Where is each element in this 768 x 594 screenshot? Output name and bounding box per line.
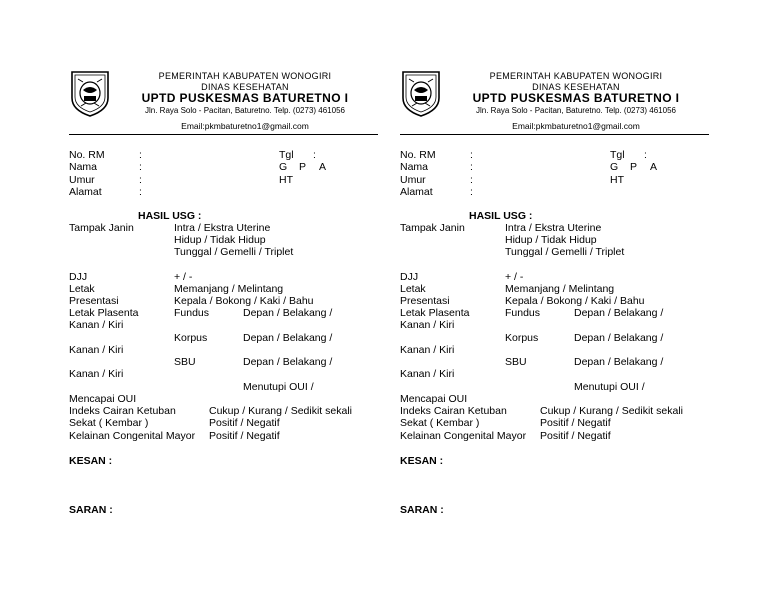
fundus-label: Fundus [505, 307, 541, 319]
hasil-usg-title: HASIL USG : [469, 210, 533, 222]
presentasi-label: Presentasi [400, 295, 450, 307]
gpa-a: A [319, 161, 327, 173]
colon: : [470, 186, 473, 198]
tampak-option-1: Intra / Ekstra Uterine [174, 222, 271, 234]
mencapai-oui-text: Mencapai OUI [69, 393, 137, 405]
mencapai-oui-text: Mencapai OUI [400, 393, 468, 405]
sbu-label: SBU [174, 356, 196, 368]
ht-label: HT [610, 174, 624, 186]
djj-label: DJJ [69, 271, 88, 283]
kanan-kiri-text: Kanan / Kiri [69, 319, 124, 331]
form-left [69, 0, 389, 594]
header-email: Email:pkmbaturetno1@gmail.com [181, 121, 309, 131]
gpa-a: A [650, 161, 658, 173]
tampak-option-3: Tunggal / Gemelli / Triplet [505, 246, 625, 258]
colon: : [313, 149, 316, 161]
header-divider [69, 134, 378, 135]
colon: : [470, 161, 473, 173]
umur-label: Umur [400, 174, 426, 186]
nama-label: Nama [69, 161, 98, 173]
alamat-label: Alamat [400, 186, 433, 198]
tampak-option-1: Intra / Ekstra Uterine [505, 222, 602, 234]
colon: : [644, 149, 647, 161]
presentasi-label: Presentasi [69, 295, 119, 307]
header-divider [400, 134, 709, 135]
ketuban-option: Cukup / Kurang / Sedikit sekali [209, 405, 352, 417]
djj-option: + / - [174, 271, 193, 283]
tampak-option-2: Hidup / Tidak Hidup [174, 234, 266, 246]
ketuban-label: Indeks Cairan Ketuban [69, 405, 176, 417]
kanan-kiri-text: Kanan / Kiri [69, 368, 124, 380]
kelainan-label: Kelainan Congenital Mayor [400, 430, 527, 442]
sekat-option: Positif / Negatif [209, 417, 280, 429]
ketuban-label: Indeks Cairan Ketuban [400, 405, 507, 417]
kanan-kiri-text: Kanan / Kiri [400, 368, 455, 380]
umur-label: Umur [69, 174, 95, 186]
djj-label: DJJ [400, 271, 419, 283]
letak-option: Memanjang / Melintang [505, 283, 615, 295]
header-title: UPTD PUSKESMAS BATURETNO I [141, 91, 349, 105]
nama-label: Nama [400, 161, 429, 173]
kelainan-option: Positif / Negatif [540, 430, 611, 442]
sekat-option: Positif / Negatif [540, 417, 611, 429]
no-rm-label: No. RM [69, 149, 105, 161]
header-government: PEMERINTAH KABUPATEN WONOGIRI [158, 71, 332, 81]
header-title: UPTD PUSKESMAS BATURETNO I [472, 91, 680, 105]
kelainan-label: Kelainan Congenital Mayor [69, 430, 196, 442]
sbu-label: SBU [505, 356, 527, 368]
djj-option: + / - [505, 271, 524, 283]
colon: : [470, 149, 473, 161]
ketuban-option: Cukup / Kurang / Sedikit sekali [540, 405, 683, 417]
saran-label: SARAN : [400, 504, 444, 516]
gpa-g: G [610, 161, 619, 173]
puskesmas-emblem-icon [400, 70, 442, 118]
form-right [400, 0, 720, 594]
tampak-option-2: Hidup / Tidak Hidup [505, 234, 597, 246]
header-email: Email:pkmbaturetno1@gmail.com [512, 121, 640, 131]
korpus-option: Depan / Belakang / [243, 332, 333, 344]
menutupi-oui-option: Menutupi OUI / [574, 381, 645, 393]
tampak-option-3: Tunggal / Gemelli / Triplet [174, 246, 294, 258]
gpa-p: P [630, 161, 638, 173]
gpa-p: P [299, 161, 307, 173]
korpus-label: Korpus [174, 332, 208, 344]
letak-plasenta-label: Letak Plasenta [400, 307, 470, 319]
header-government: PEMERINTAH KABUPATEN WONOGIRI [489, 71, 663, 81]
letak-plasenta-label: Letak Plasenta [69, 307, 139, 319]
saran-label: SARAN : [69, 504, 113, 516]
hasil-usg-title: HASIL USG : [138, 210, 202, 222]
korpus-label: Korpus [505, 332, 539, 344]
ht-label: HT [279, 174, 293, 186]
kesan-label: KESAN : [69, 455, 113, 467]
colon: : [139, 149, 142, 161]
korpus-option: Depan / Belakang / [574, 332, 664, 344]
tampak-janin-label: Tampak Janin [400, 222, 465, 234]
fundus-option: Depan / Belakang / [574, 307, 664, 319]
sekat-label: Sekat ( Kembar ) [69, 417, 149, 429]
letak-option: Memanjang / Melintang [174, 283, 284, 295]
fundus-label: Fundus [174, 307, 210, 319]
kelainan-option: Positif / Negatif [209, 430, 280, 442]
fundus-option: Depan / Belakang / [243, 307, 333, 319]
no-rm-label: No. RM [400, 149, 436, 161]
kesan-label: KESAN : [400, 455, 444, 467]
header-address: Jln. Raya Solo - Pacitan, Baturetno. Telp. (0273) 461056 [145, 106, 345, 115]
letak-label: Letak [400, 283, 426, 295]
tgl-label: Tgl [610, 149, 625, 161]
kanan-kiri-text: Kanan / Kiri [400, 344, 455, 356]
puskesmas-emblem-icon [69, 70, 111, 118]
presentasi-option: Kepala / Bokong / Kaki / Bahu [174, 295, 314, 307]
colon: : [139, 186, 142, 198]
sbu-option: Depan / Belakang / [243, 356, 333, 368]
header-department: DINAS KESEHATAN [532, 82, 620, 92]
alamat-label: Alamat [69, 186, 102, 198]
header-department: DINAS KESEHATAN [201, 82, 289, 92]
kanan-kiri-text: Kanan / Kiri [400, 319, 455, 331]
colon: : [139, 174, 142, 186]
colon: : [470, 174, 473, 186]
presentasi-option: Kepala / Bokong / Kaki / Bahu [505, 295, 645, 307]
sekat-label: Sekat ( Kembar ) [400, 417, 480, 429]
tgl-label: Tgl [279, 149, 294, 161]
sbu-option: Depan / Belakang / [574, 356, 664, 368]
kanan-kiri-text: Kanan / Kiri [69, 344, 124, 356]
gpa-g: G [279, 161, 288, 173]
letak-label: Letak [69, 283, 95, 295]
menutupi-oui-option: Menutupi OUI / [243, 381, 314, 393]
tampak-janin-label: Tampak Janin [69, 222, 134, 234]
header-address: Jln. Raya Solo - Pacitan, Baturetno. Telp. (0273) 461056 [476, 106, 676, 115]
colon: : [139, 161, 142, 173]
